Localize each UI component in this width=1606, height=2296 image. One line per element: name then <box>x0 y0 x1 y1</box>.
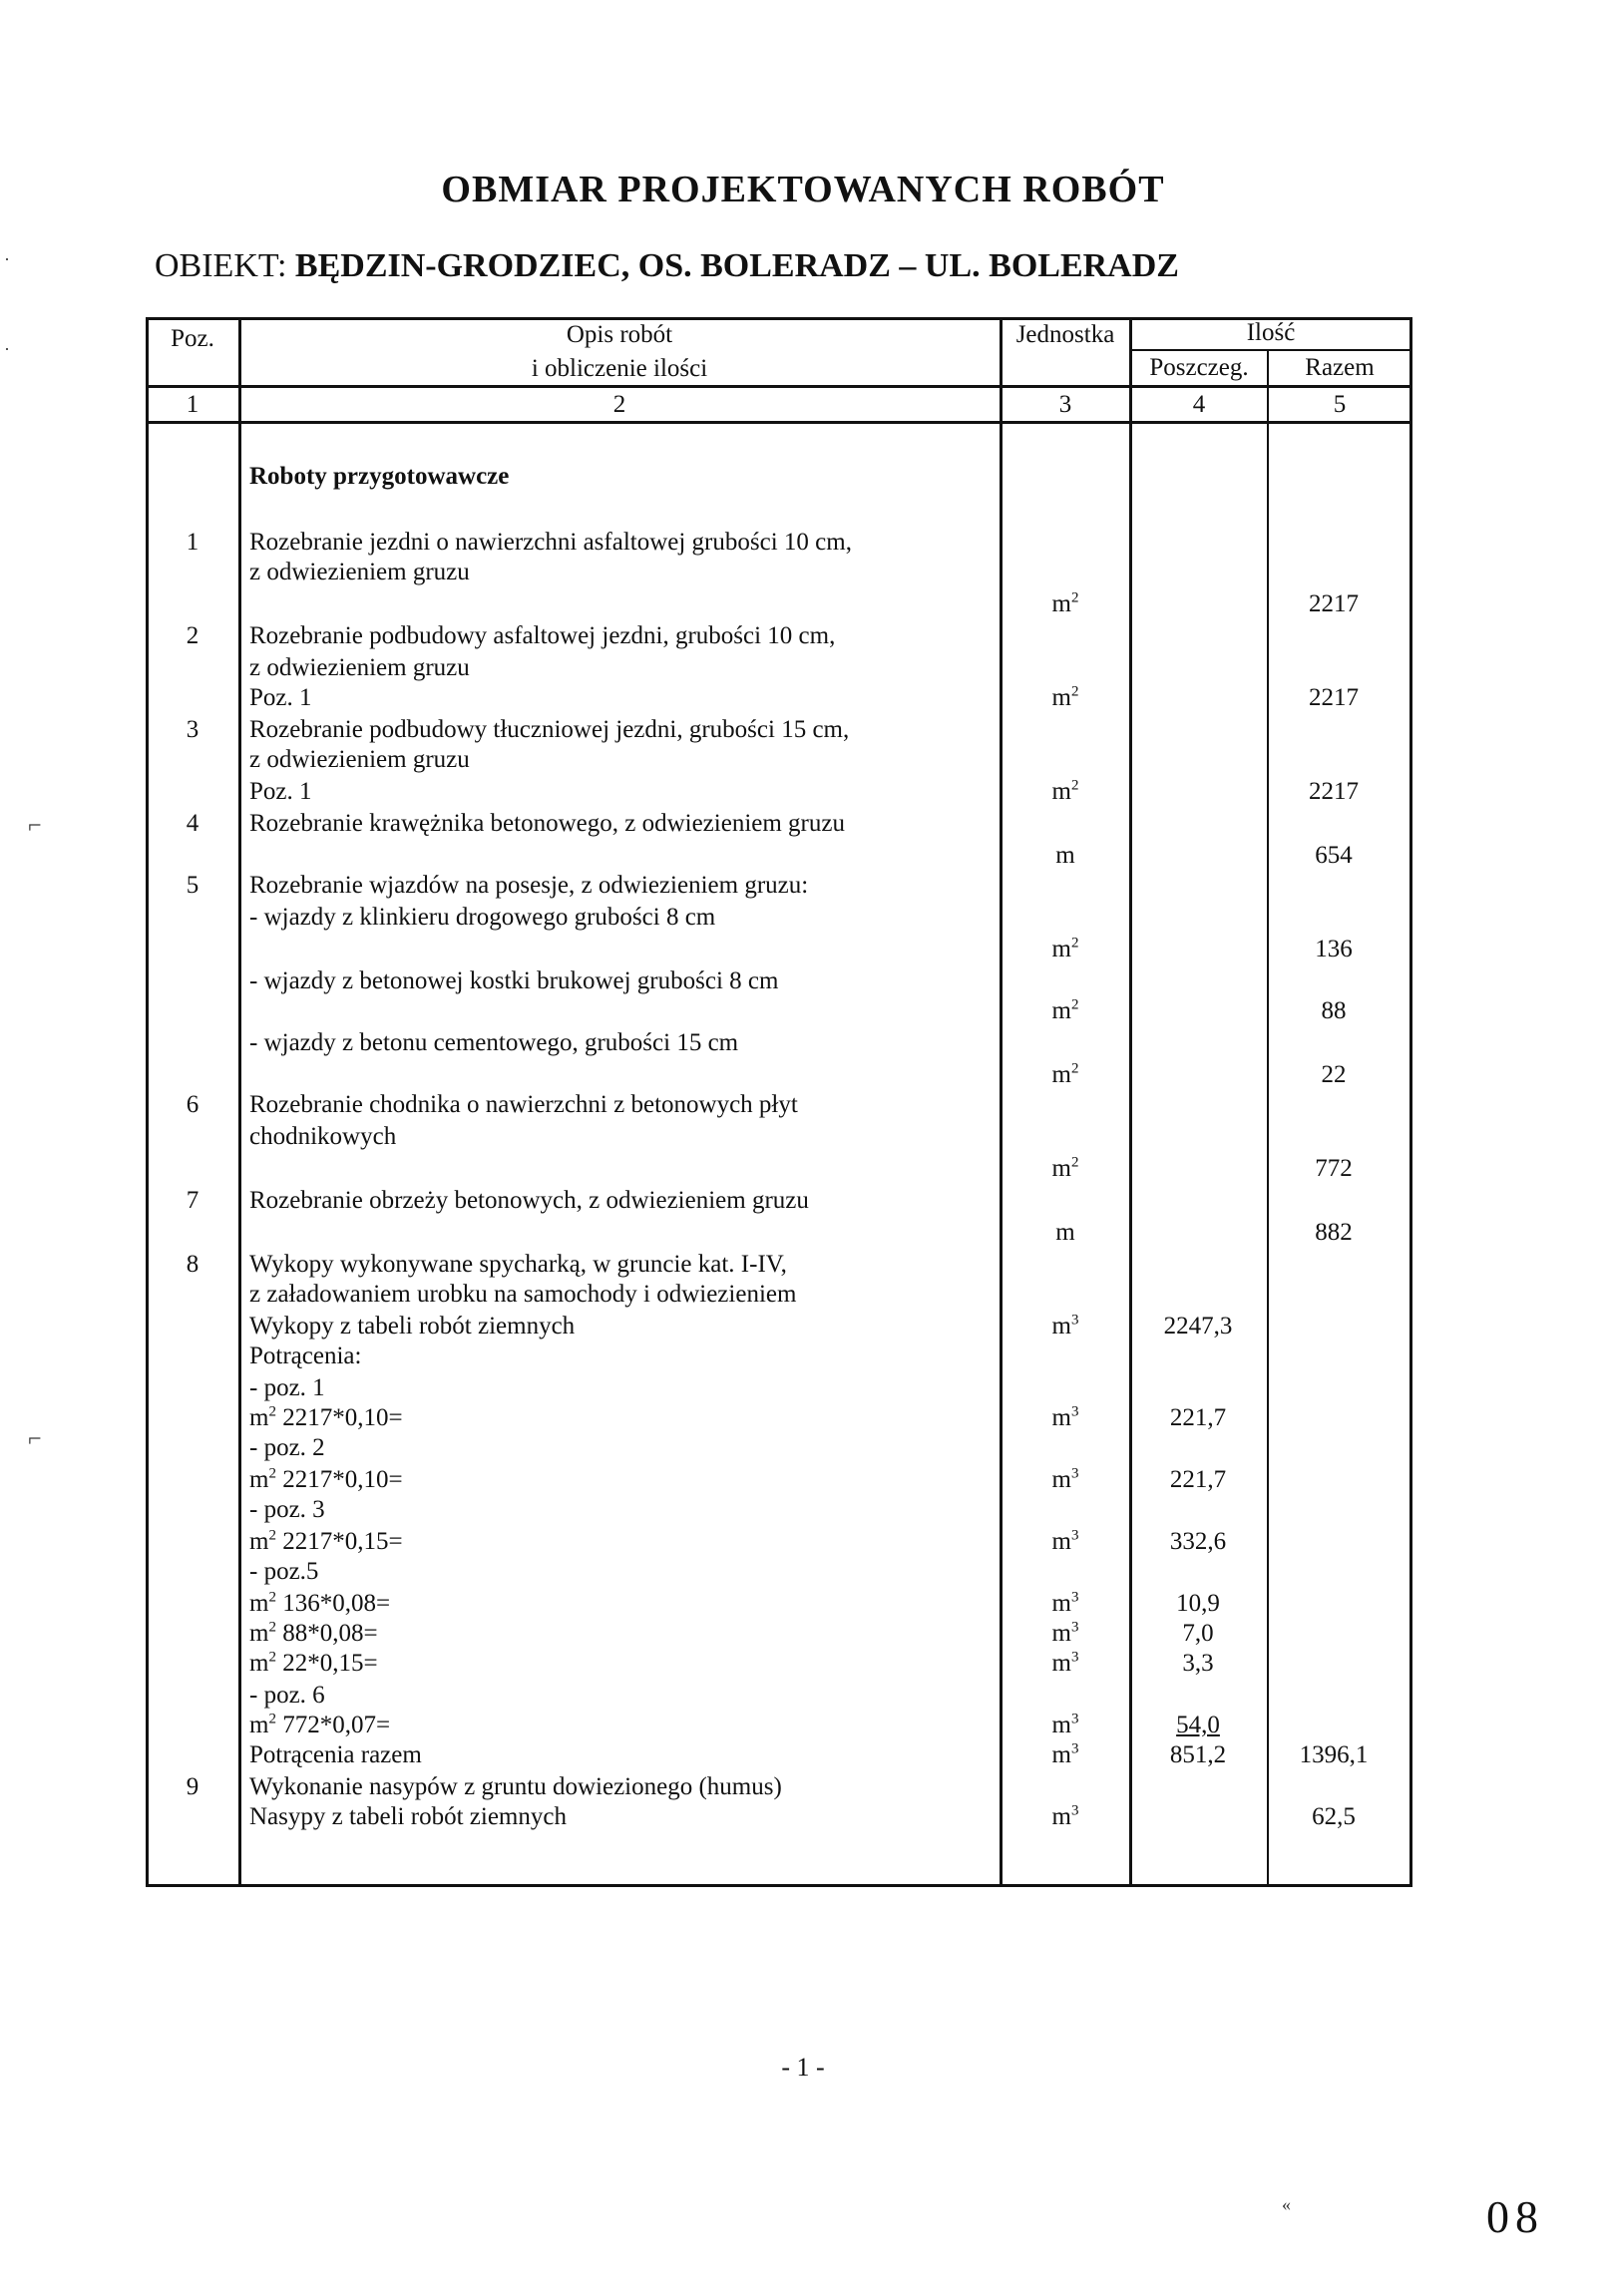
header-rule <box>1129 349 1410 351</box>
row-desc: - poz.5 <box>249 1558 319 1585</box>
object-value: BĘDZIN-GRODZIEC, OS. BOLERADZ – UL. BOLERADZ <box>294 247 1179 284</box>
row-desc: - poz. 1 <box>249 1374 325 1401</box>
row-desc: Poz. 1 <box>249 684 312 711</box>
row-desc: Rozebranie podbudowy tłuczniowej jezdni, grubości 15 cm, <box>249 716 850 743</box>
row-poz: 8 <box>186 1251 200 1278</box>
page-title: OBMIAR PROJEKTOWANYCH ROBÓT <box>441 169 1165 210</box>
header-num-2: 2 <box>612 391 626 418</box>
row-unit: $m^3$ <box>1051 1619 1079 1647</box>
exponent: 2 <box>268 1619 276 1636</box>
row-unit: $m^3$ <box>1051 1740 1079 1768</box>
margin-mark: · <box>4 339 10 359</box>
exponent: 3 <box>1070 1403 1079 1420</box>
row-unit: $m^2$ <box>1051 777 1079 805</box>
row-partial-qty: 221,7 <box>1169 1404 1227 1431</box>
row-desc: $m^2$ 22*0,15= <box>249 1649 378 1677</box>
row-total-qty: 136 <box>1315 936 1353 962</box>
margin-mark: « <box>1282 2194 1291 2214</box>
row-desc: $m^2$ 136*0,08= <box>249 1589 391 1617</box>
row-desc: Rozebranie obrzeży betonowych, z odwiezieniem gruzu <box>249 1187 809 1214</box>
row-desc: $m^2$ 2217*0,10= <box>249 1403 403 1431</box>
row-desc: Rozebranie krawężnika betonowego, z odwiezieniem gruzu <box>249 810 845 837</box>
row-unit: m <box>1055 1219 1075 1246</box>
exponent: 2 <box>1070 996 1079 1013</box>
exponent: 3 <box>1070 1312 1079 1329</box>
stamp-number: 08 <box>1486 2191 1544 2242</box>
row-desc: z odwiezieniem gruzu <box>249 559 470 585</box>
row-desc: - wjazdy z betonowej kostki brukowej grubości 8 cm <box>249 967 779 994</box>
row-unit: $m^3$ <box>1051 1589 1079 1617</box>
exponent: 2 <box>268 1711 276 1727</box>
row-desc: $m^2$ 772*0,07= <box>249 1711 391 1738</box>
exponent: 2 <box>268 1403 276 1420</box>
row-total-qty: 2217 <box>1309 684 1359 711</box>
row-desc: Poz. 1 <box>249 778 312 805</box>
margin-mark: ⌐ <box>28 813 42 839</box>
object-line <box>155 247 1179 285</box>
row-desc: $m^2$ 2217*0,10= <box>249 1465 403 1493</box>
row-partial-qty: 7,0 <box>1182 1620 1214 1647</box>
header-opis-2: i obliczenie ilości <box>531 355 708 382</box>
row-total-qty: 1396,1 <box>1299 1741 1369 1768</box>
row-unit: $m^3$ <box>1051 1527 1079 1555</box>
row-desc: Wykopy wykonywane spycharką, w gruncie kat. I-IV, <box>249 1251 787 1278</box>
row-unit: $m^3$ <box>1051 1649 1079 1677</box>
row-poz: 9 <box>186 1773 200 1800</box>
row-unit: $m^3$ <box>1051 1465 1079 1493</box>
exponent: 3 <box>1070 1649 1079 1666</box>
row-partial-qty: 851,2 <box>1169 1741 1227 1768</box>
margin-mark: · <box>4 249 10 269</box>
row-unit: $m^3$ <box>1051 1312 1079 1339</box>
exponent: 2 <box>1070 589 1079 606</box>
exponent: 2 <box>1070 683 1079 700</box>
row-desc: $m^2$ 88*0,08= <box>249 1619 378 1647</box>
header-poz: Poz. <box>171 325 214 352</box>
exponent: 3 <box>1070 1740 1079 1757</box>
header-rule <box>146 421 1410 424</box>
exponent: 2 <box>268 1527 276 1544</box>
margin-mark: ⌐ <box>28 1426 42 1452</box>
row-desc: Potrącenia razem <box>249 1741 422 1768</box>
header-poszczeg: Poszczeg. <box>1149 354 1249 381</box>
exponent: 2 <box>1070 1060 1079 1077</box>
row-poz: 7 <box>186 1187 200 1214</box>
row-poz: 5 <box>186 872 200 899</box>
exponent: 2 <box>268 1589 276 1606</box>
row-poz: 3 <box>186 716 200 743</box>
row-desc: z załadowaniem urobku na samochody i odwiezieniem <box>249 1281 797 1308</box>
header-num-1: 1 <box>186 391 200 418</box>
row-total-qty: 2217 <box>1309 590 1359 617</box>
header-ilosc: Ilość <box>1246 319 1296 346</box>
row-desc: Rozebranie podbudowy asfaltowej jezdni, grubości 10 cm, <box>249 622 836 649</box>
object-label: OBIEKT: <box>155 247 295 284</box>
row-poz: 1 <box>186 529 200 556</box>
row-desc: Rozebranie wjazdów na posesje, z odwiezieniem gruzu: <box>249 872 809 899</box>
row-total-qty: 2217 <box>1309 778 1359 805</box>
row-partial-qty: 221,7 <box>1169 1466 1227 1493</box>
row-unit: $m^3$ <box>1051 1403 1079 1431</box>
row-unit: $m^2$ <box>1051 1154 1079 1182</box>
row-total-qty: 62,5 <box>1312 1803 1356 1830</box>
row-desc: Potrącenia: <box>249 1342 362 1369</box>
exponent: 2 <box>1070 1154 1079 1171</box>
header-jednostka: Jednostka <box>1015 321 1115 348</box>
row-poz: 4 <box>186 810 200 837</box>
exponent: 3 <box>1070 1802 1079 1819</box>
row-unit: $m^3$ <box>1051 1711 1079 1738</box>
col-divider <box>1267 351 1269 1887</box>
page-number: - 1 - <box>781 2053 825 2082</box>
row-partial-qty: 2247,3 <box>1163 1313 1233 1339</box>
row-unit: $m^2$ <box>1051 935 1079 962</box>
row-total-qty: 654 <box>1315 842 1353 869</box>
row-desc: z odwiezieniem gruzu <box>249 746 470 773</box>
row-desc: - wjazdy z betonu cementowego, grubości 15 cm <box>249 1029 739 1056</box>
row-poz: 2 <box>186 622 200 649</box>
exponent: 2 <box>1070 777 1079 794</box>
row-desc: Rozebranie jezdni o nawierzchni asfaltowej grubości 10 cm, <box>249 529 852 556</box>
row-poz: 6 <box>186 1091 200 1118</box>
exponent: 3 <box>1070 1619 1079 1636</box>
exponent: 3 <box>1070 1527 1079 1544</box>
row-partial-qty: 3,3 <box>1182 1650 1214 1677</box>
header-razem: Razem <box>1305 354 1375 381</box>
row-desc: Wykopy z tabeli robót ziemnych <box>249 1313 576 1339</box>
row-desc: $m^2$ 2217*0,15= <box>249 1527 403 1555</box>
row-total-qty: 88 <box>1321 997 1347 1024</box>
row-desc: z odwiezieniem gruzu <box>249 654 470 681</box>
row-desc: - poz. 6 <box>249 1682 325 1709</box>
exponent: 3 <box>1070 1711 1079 1727</box>
row-total-qty: 882 <box>1315 1219 1353 1246</box>
row-total-qty: 772 <box>1315 1155 1353 1182</box>
row-total-qty: 22 <box>1321 1061 1347 1088</box>
header-rule <box>146 385 1410 388</box>
row-desc: chodnikowych <box>249 1123 397 1150</box>
row-desc: - wjazdy z klinkieru drogowego grubości 8 cm <box>249 904 716 931</box>
header-num-4: 4 <box>1192 391 1206 418</box>
row-unit: $m^2$ <box>1051 996 1079 1024</box>
exponent: 2 <box>268 1465 276 1482</box>
row-desc: Wykonanie nasypów z gruntu dowiezionego (humus) <box>249 1773 782 1800</box>
header-opis-1: Opis robót <box>566 321 673 348</box>
row-partial-qty: 54,0 <box>1176 1712 1220 1738</box>
row-desc: Rozebranie chodnika o nawierzchni z betonowych płyt <box>249 1091 798 1118</box>
header-num-3: 3 <box>1058 391 1072 418</box>
row-partial-qty: 332,6 <box>1169 1528 1227 1555</box>
exponent: 3 <box>1070 1465 1079 1482</box>
row-desc: Nasypy z tabeli robót ziemnych <box>249 1803 567 1830</box>
row-unit: m <box>1055 842 1075 869</box>
row-unit: $m^2$ <box>1051 1060 1079 1088</box>
row-desc: - poz. 2 <box>249 1434 325 1461</box>
exponent: 2 <box>1070 935 1079 952</box>
section-heading: Roboty przygotowawcze <box>249 463 510 490</box>
row-unit: $m^2$ <box>1051 683 1079 711</box>
row-unit: $m^2$ <box>1051 589 1079 617</box>
header-num-5: 5 <box>1333 391 1347 418</box>
row-partial-qty: 10,9 <box>1176 1590 1220 1617</box>
col-divider <box>1129 317 1132 1887</box>
exponent: 2 <box>268 1649 276 1666</box>
row-unit: $m^3$ <box>1051 1802 1079 1830</box>
row-desc: - poz. 3 <box>249 1496 325 1523</box>
exponent: 3 <box>1070 1589 1079 1606</box>
